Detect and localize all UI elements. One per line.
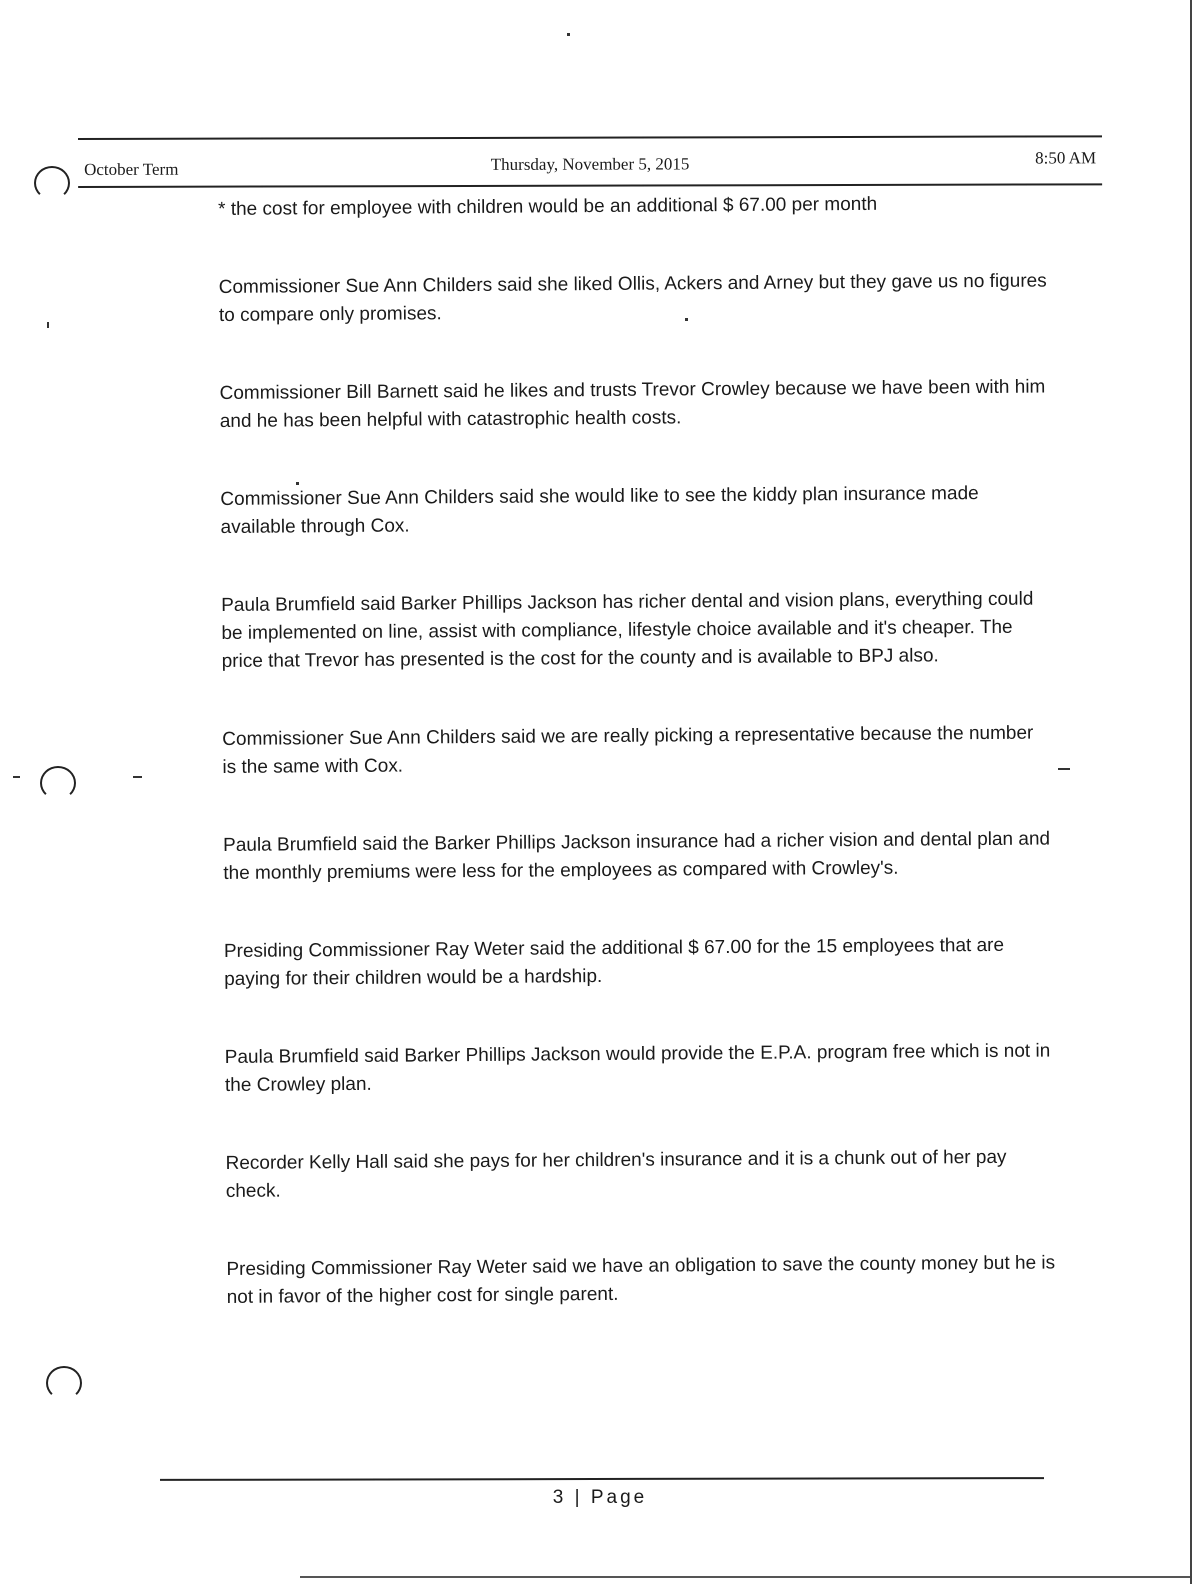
footer-rule	[160, 1477, 1044, 1481]
scan-speck	[1058, 768, 1070, 770]
page-edge-right	[1190, 0, 1192, 1584]
paragraph-brumfield-epa: Paula Brumfield said Barker Phillips Jackson would provide the E.P.A. program free which is not in the Crowley plan.	[224, 1040, 1051, 1096]
paragraph-childers-kiddy-plan: Commissioner Sue Ann Childers said she would like to see the kiddy plan insurance made available through Cox.	[220, 483, 979, 538]
paragraph-brumfield-premiums: Paula Brumfield said the Barker Phillips Jackson insurance had a richer vision and dental plan and the monthly premiums were less for the employees as compared with Crowley's.	[223, 828, 1051, 884]
header-term: October Term	[84, 159, 179, 179]
header-date: Thursday, November 5, 2015	[490, 154, 690, 174]
header-time: 8:50 AM	[1035, 148, 1097, 168]
paragraph-childers-representative: Commissioner Sue Ann Childers said we are really picking a representative because the number is the same with Cox.	[222, 722, 1034, 778]
scan-speck	[47, 322, 49, 328]
punch-hole-middle	[40, 766, 76, 800]
paragraph-weter-hardship: Presiding Commissioner Ray Weter said the additional $ 67.00 for the 15 employees that are paying for their children would be a hardship.	[223, 934, 1005, 990]
paragraph-hall-insurance: Recorder Kelly Hall said she pays for her children's insurance and it is a chunk out of her pay check.	[225, 1146, 1007, 1202]
page-header	[78, 135, 1102, 188]
punch-hole-top	[34, 166, 70, 200]
scan-speck	[567, 33, 570, 36]
paragraph-brumfield-bpj-plans: Paula Brumfield said Barker Phillips Jackson has richer dental and vision plans, everything could be implemented on line, assist with compliance, lifestyle choice available and it's cheaper. The price that Trevor has presented is the cost for the county and is available to BPJ also.	[221, 588, 1034, 672]
page-edge-bottom	[300, 1576, 1190, 1578]
punch-hole-bottom	[46, 1366, 82, 1400]
scan-speck	[133, 776, 142, 778]
minutes-body	[218, 189, 1057, 1311]
paragraph-weter-obligation: Presiding Commissioner Ray Weter said we have an obligation to save the county money but he is not in favor of the higher cost for single parent.	[226, 1252, 1056, 1308]
paragraph-barnett-crowley: Commissioner Bill Barnett said he likes and trusts Trevor Crowley because we have been with him and he has been helpful with catastrophic health costs.	[219, 376, 1046, 432]
scan-speck	[13, 776, 20, 778]
page-number: 3 | Page	[552, 1487, 648, 1508]
paragraph-cost-note: * the cost for employee with children would be an additional $ 67.00 per month	[218, 193, 878, 220]
paragraph-childers-ollis: Commissioner Sue Ann Childers said she liked Ollis, Ackers and Arney but they gave us no figures to compare only promises.	[218, 270, 1047, 326]
